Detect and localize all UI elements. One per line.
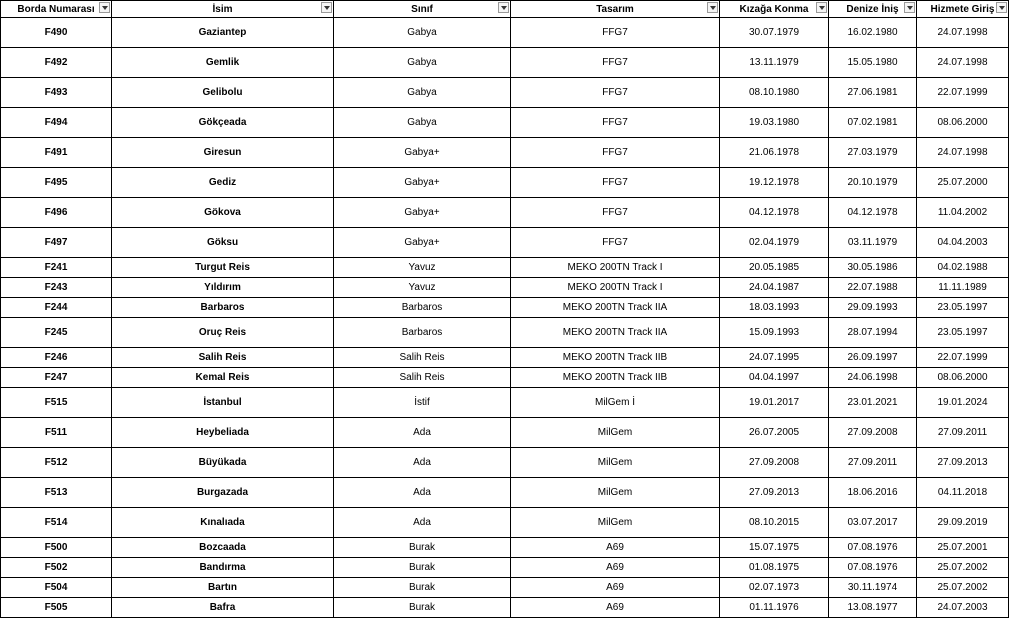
cell-denize-inis[interactable]: 13.08.1977 <box>829 598 917 618</box>
cell-borda-numarasi[interactable]: F494 <box>1 108 112 138</box>
cell-isim[interactable]: Turgut Reis <box>112 258 334 278</box>
cell-isim[interactable]: Kınalıada <box>112 508 334 538</box>
cell-kizaga-konma[interactable]: 18.03.1993 <box>720 298 829 318</box>
cell-tasarim[interactable]: MilGem <box>511 448 720 478</box>
cell-hizmete-giris[interactable]: 04.11.2018 <box>917 478 1009 508</box>
table-body <box>1 18 1009 618</box>
cell-isim[interactable]: Giresun <box>112 138 334 168</box>
header-borda-numarasi: Borda Numarası <box>1 1 112 18</box>
table-row <box>1 278 1009 298</box>
cell-kizaga-konma[interactable]: 21.06.1978 <box>720 138 829 168</box>
cell-denize-inis[interactable]: 07.02.1981 <box>829 108 917 138</box>
cell-tasarim[interactable]: A69 <box>511 598 720 618</box>
cell-hizmete-giris[interactable]: 22.07.1999 <box>917 348 1009 368</box>
cell-isim[interactable]: Yıldırım <box>112 278 334 298</box>
cell-isim[interactable]: Büyükada <box>112 448 334 478</box>
cell-kizaga-konma[interactable]: 19.03.1980 <box>720 108 829 138</box>
cell-kizaga-konma[interactable]: 30.07.1979 <box>720 18 829 48</box>
table-row <box>1 298 1009 318</box>
cell-denize-inis[interactable]: 30.11.1974 <box>829 578 917 598</box>
cell-hizmete-giris[interactable]: 29.09.2019 <box>917 508 1009 538</box>
cell-tasarim[interactable]: MEKO 200TN Track I <box>511 278 720 298</box>
header-denize-inis: Denize İniş <box>829 1 917 18</box>
cell-kizaga-konma[interactable]: 02.04.1979 <box>720 228 829 258</box>
cell-denize-inis[interactable]: 16.02.1980 <box>829 18 917 48</box>
cell-hizmete-giris[interactable]: 11.11.1989 <box>917 278 1009 298</box>
cell-tasarim[interactable]: A69 <box>511 578 720 598</box>
cell-borda-numarasi[interactable]: F505 <box>1 598 112 618</box>
table-row <box>1 348 1009 368</box>
cell-hizmete-giris[interactable]: 24.07.1998 <box>917 48 1009 78</box>
cell-denize-inis[interactable]: 30.05.1986 <box>829 258 917 278</box>
cell-borda-numarasi[interactable]: F243 <box>1 278 112 298</box>
cell-sinif[interactable]: Barbaros <box>334 318 511 348</box>
cell-isim[interactable]: Bafra <box>112 598 334 618</box>
cell-sinif[interactable]: Ada <box>334 448 511 478</box>
cell-sinif[interactable]: Burak <box>334 538 511 558</box>
cell-tasarim[interactable]: MEKO 200TN Track IIB <box>511 348 720 368</box>
header-row <box>1 1 1009 18</box>
cell-borda-numarasi[interactable]: F511 <box>1 418 112 448</box>
cell-sinif[interactable]: Gabya <box>334 18 511 48</box>
table-row <box>1 448 1009 478</box>
cell-sinif[interactable]: Gabya <box>334 48 511 78</box>
cell-denize-inis[interactable]: 29.09.1993 <box>829 298 917 318</box>
cell-tasarim[interactable]: FFG7 <box>511 168 720 198</box>
cell-denize-inis[interactable]: 07.08.1976 <box>829 538 917 558</box>
header-tasarim: Tasarım <box>511 1 720 18</box>
cell-hizmete-giris[interactable]: 27.09.2011 <box>917 418 1009 448</box>
table-row <box>1 558 1009 578</box>
cell-borda-numarasi[interactable]: F244 <box>1 298 112 318</box>
cell-tasarim[interactable]: A69 <box>511 558 720 578</box>
cell-borda-numarasi[interactable]: F502 <box>1 558 112 578</box>
cell-hizmete-giris[interactable]: 19.01.2024 <box>917 388 1009 418</box>
cell-tasarim[interactable]: MilGem <box>511 418 720 448</box>
cell-kizaga-konma[interactable]: 26.07.2005 <box>720 418 829 448</box>
cell-borda-numarasi[interactable]: F514 <box>1 508 112 538</box>
cell-kizaga-konma[interactable]: 27.09.2013 <box>720 478 829 508</box>
cell-hizmete-giris[interactable]: 24.07.1998 <box>917 18 1009 48</box>
cell-borda-numarasi[interactable]: F245 <box>1 318 112 348</box>
cell-borda-numarasi[interactable]: F241 <box>1 258 112 278</box>
cell-hizmete-giris[interactable]: 08.06.2000 <box>917 108 1009 138</box>
cell-hizmete-giris[interactable]: 25.07.2001 <box>917 538 1009 558</box>
cell-sinif[interactable]: Gabya <box>334 108 511 138</box>
filter-dropdown-icon[interactable] <box>904 2 915 13</box>
cell-denize-inis[interactable]: 03.07.2017 <box>829 508 917 538</box>
cell-hizmete-giris[interactable]: 11.04.2002 <box>917 198 1009 228</box>
cell-tasarim[interactable]: MilGem İ <box>511 388 720 418</box>
cell-hizmete-giris[interactable]: 27.09.2013 <box>917 448 1009 478</box>
cell-denize-inis[interactable]: 22.07.1988 <box>829 278 917 298</box>
cell-hizmete-giris[interactable]: 25.07.2002 <box>917 558 1009 578</box>
cell-sinif[interactable]: Barbaros <box>334 298 511 318</box>
table-row <box>1 48 1009 78</box>
table-row <box>1 168 1009 198</box>
cell-hizmete-giris[interactable]: 23.05.1997 <box>917 298 1009 318</box>
cell-borda-numarasi[interactable]: F246 <box>1 348 112 368</box>
filter-dropdown-icon[interactable] <box>99 2 110 13</box>
cell-borda-numarasi[interactable]: F515 <box>1 388 112 418</box>
cell-borda-numarasi[interactable]: F492 <box>1 48 112 78</box>
cell-isim[interactable]: Gelibolu <box>112 78 334 108</box>
cell-denize-inis[interactable]: 23.01.2021 <box>829 388 917 418</box>
cell-isim[interactable]: Kemal Reis <box>112 368 334 388</box>
cell-hizmete-giris[interactable]: 25.07.2000 <box>917 168 1009 198</box>
cell-tasarim[interactable]: FFG7 <box>511 48 720 78</box>
cell-kizaga-konma[interactable]: 27.09.2008 <box>720 448 829 478</box>
cell-denize-inis[interactable]: 27.03.1979 <box>829 138 917 168</box>
table-row <box>1 598 1009 618</box>
cell-isim[interactable]: Bartın <box>112 578 334 598</box>
cell-kizaga-konma[interactable]: 15.07.1975 <box>720 538 829 558</box>
cell-hizmete-giris[interactable]: 08.06.2000 <box>917 368 1009 388</box>
cell-tasarim[interactable]: MEKO 200TN Track IIA <box>511 318 720 348</box>
table-row <box>1 578 1009 598</box>
cell-tasarim[interactable]: FFG7 <box>511 108 720 138</box>
cell-hizmete-giris[interactable]: 04.04.2003 <box>917 228 1009 258</box>
cell-sinif[interactable]: Gabya+ <box>334 228 511 258</box>
cell-sinif[interactable]: Gabya+ <box>334 138 511 168</box>
cell-sinif[interactable]: Ada <box>334 478 511 508</box>
cell-isim[interactable]: Gemlik <box>112 48 334 78</box>
cell-isim[interactable]: Bozcaada <box>112 538 334 558</box>
cell-sinif[interactable]: İstif <box>334 388 511 418</box>
cell-kizaga-konma[interactable]: 19.12.1978 <box>720 168 829 198</box>
header-sinif: Sınıf <box>334 1 511 18</box>
cell-tasarim[interactable]: MEKO 200TN Track IIB <box>511 368 720 388</box>
cell-borda-numarasi[interactable]: F247 <box>1 368 112 388</box>
cell-isim[interactable]: Barbaros <box>112 298 334 318</box>
filter-dropdown-icon[interactable] <box>996 2 1007 13</box>
cell-tasarim[interactable]: FFG7 <box>511 138 720 168</box>
cell-borda-numarasi[interactable]: F512 <box>1 448 112 478</box>
cell-sinif[interactable]: Gabya+ <box>334 198 511 228</box>
table-row <box>1 508 1009 538</box>
header-hizmete-giris: Hizmete Giriş <box>917 1 1009 18</box>
cell-kizaga-konma[interactable]: 08.10.1980 <box>720 78 829 108</box>
cell-isim[interactable]: Gaziantep <box>112 18 334 48</box>
cell-isim[interactable]: Gökova <box>112 198 334 228</box>
filter-dropdown-icon[interactable] <box>707 2 718 13</box>
cell-isim[interactable]: Salih Reis <box>112 348 334 368</box>
cell-kizaga-konma[interactable]: 13.11.1979 <box>720 48 829 78</box>
cell-tasarim[interactable]: FFG7 <box>511 18 720 48</box>
cell-borda-numarasi[interactable]: F504 <box>1 578 112 598</box>
cell-kizaga-konma[interactable]: 19.01.2017 <box>720 388 829 418</box>
cell-kizaga-konma[interactable]: 20.05.1985 <box>720 258 829 278</box>
cell-hizmete-giris[interactable]: 25.07.2002 <box>917 578 1009 598</box>
cell-sinif[interactable]: Burak <box>334 598 511 618</box>
filter-dropdown-icon[interactable] <box>498 2 509 13</box>
cell-denize-inis[interactable]: 04.12.1978 <box>829 198 917 228</box>
cell-isim[interactable]: Bandırma <box>112 558 334 578</box>
cell-tasarim[interactable]: MEKO 200TN Track IIA <box>511 298 720 318</box>
cell-kizaga-konma[interactable]: 08.10.2015 <box>720 508 829 538</box>
cell-kizaga-konma[interactable]: 04.04.1997 <box>720 368 829 388</box>
cell-sinif[interactable]: Yavuz <box>334 258 511 278</box>
table-row <box>1 418 1009 448</box>
cell-denize-inis[interactable]: 27.09.2011 <box>829 448 917 478</box>
cell-tasarim[interactable]: A69 <box>511 538 720 558</box>
cell-borda-numarasi[interactable]: F493 <box>1 78 112 108</box>
cell-tasarim[interactable]: FFG7 <box>511 228 720 258</box>
cell-borda-numarasi[interactable]: F495 <box>1 168 112 198</box>
filter-dropdown-icon[interactable] <box>321 2 332 13</box>
cell-tasarim[interactable]: FFG7 <box>511 198 720 228</box>
cell-sinif[interactable]: Ada <box>334 418 511 448</box>
table-row <box>1 198 1009 228</box>
table-row <box>1 18 1009 48</box>
cell-borda-numarasi[interactable]: F500 <box>1 538 112 558</box>
cell-tasarim[interactable]: FFG7 <box>511 78 720 108</box>
cell-kizaga-konma[interactable]: 15.09.1993 <box>720 318 829 348</box>
header-isim: İsim <box>112 1 334 18</box>
cell-sinif[interactable]: Burak <box>334 578 511 598</box>
cell-denize-inis[interactable]: 24.06.1998 <box>829 368 917 388</box>
cell-kizaga-konma[interactable]: 24.07.1995 <box>720 348 829 368</box>
cell-denize-inis[interactable]: 26.09.1997 <box>829 348 917 368</box>
cell-isim[interactable]: Gediz <box>112 168 334 198</box>
cell-sinif[interactable]: Gabya+ <box>334 168 511 198</box>
cell-tasarim[interactable]: MEKO 200TN Track I <box>511 258 720 278</box>
table-row <box>1 538 1009 558</box>
cell-hizmete-giris[interactable]: 04.02.1988 <box>917 258 1009 278</box>
cell-denize-inis[interactable]: 28.07.1994 <box>829 318 917 348</box>
cell-isim[interactable]: Gökçeada <box>112 108 334 138</box>
cell-borda-numarasi[interactable]: F513 <box>1 478 112 508</box>
table-row <box>1 258 1009 278</box>
cell-hizmete-giris[interactable]: 22.07.1999 <box>917 78 1009 108</box>
cell-denize-inis[interactable]: 15.05.1980 <box>829 48 917 78</box>
cell-isim[interactable]: Göksu <box>112 228 334 258</box>
cell-borda-numarasi[interactable]: F490 <box>1 18 112 48</box>
table-row <box>1 228 1009 258</box>
cell-isim[interactable]: Heybeliada <box>112 418 334 448</box>
cell-tasarim[interactable]: MilGem <box>511 508 720 538</box>
filter-dropdown-icon[interactable] <box>816 2 827 13</box>
cell-sinif[interactable]: Gabya <box>334 78 511 108</box>
header-kizaga-konma: Kızağa Konma <box>720 1 829 18</box>
cell-sinif[interactable]: Salih Reis <box>334 368 511 388</box>
table-row <box>1 368 1009 388</box>
cell-denize-inis[interactable]: 18.06.2016 <box>829 478 917 508</box>
cell-denize-inis[interactable]: 07.08.1976 <box>829 558 917 578</box>
cell-denize-inis[interactable]: 03.11.1979 <box>829 228 917 258</box>
cell-sinif[interactable]: Salih Reis <box>334 348 511 368</box>
cell-hizmete-giris[interactable]: 24.07.1998 <box>917 138 1009 168</box>
table-row <box>1 318 1009 348</box>
cell-denize-inis[interactable]: 27.06.1981 <box>829 78 917 108</box>
cell-isim[interactable]: Burgazada <box>112 478 334 508</box>
cell-denize-inis[interactable]: 27.09.2008 <box>829 418 917 448</box>
cell-kizaga-konma[interactable]: 24.04.1987 <box>720 278 829 298</box>
cell-kizaga-konma[interactable]: 02.07.1973 <box>720 578 829 598</box>
table-row <box>1 388 1009 418</box>
cell-tasarim[interactable]: MilGem <box>511 478 720 508</box>
cell-sinif[interactable]: Burak <box>334 558 511 578</box>
table-row <box>1 478 1009 508</box>
cell-hizmete-giris[interactable]: 24.07.2003 <box>917 598 1009 618</box>
cell-borda-numarasi[interactable]: F496 <box>1 198 112 228</box>
table-row <box>1 108 1009 138</box>
table-row <box>1 78 1009 108</box>
cell-borda-numarasi[interactable]: F497 <box>1 228 112 258</box>
cell-isim[interactable]: İstanbul <box>112 388 334 418</box>
cell-kizaga-konma[interactable]: 01.08.1975 <box>720 558 829 578</box>
cell-isim[interactable]: Oruç Reis <box>112 318 334 348</box>
cell-kizaga-konma[interactable]: 04.12.1978 <box>720 198 829 228</box>
cell-kizaga-konma[interactable]: 01.11.1976 <box>720 598 829 618</box>
table-row <box>1 138 1009 168</box>
cell-hizmete-giris[interactable]: 23.05.1997 <box>917 318 1009 348</box>
cell-sinif[interactable]: Yavuz <box>334 278 511 298</box>
cell-sinif[interactable]: Ada <box>334 508 511 538</box>
cell-borda-numarasi[interactable]: F491 <box>1 138 112 168</box>
cell-denize-inis[interactable]: 20.10.1979 <box>829 168 917 198</box>
